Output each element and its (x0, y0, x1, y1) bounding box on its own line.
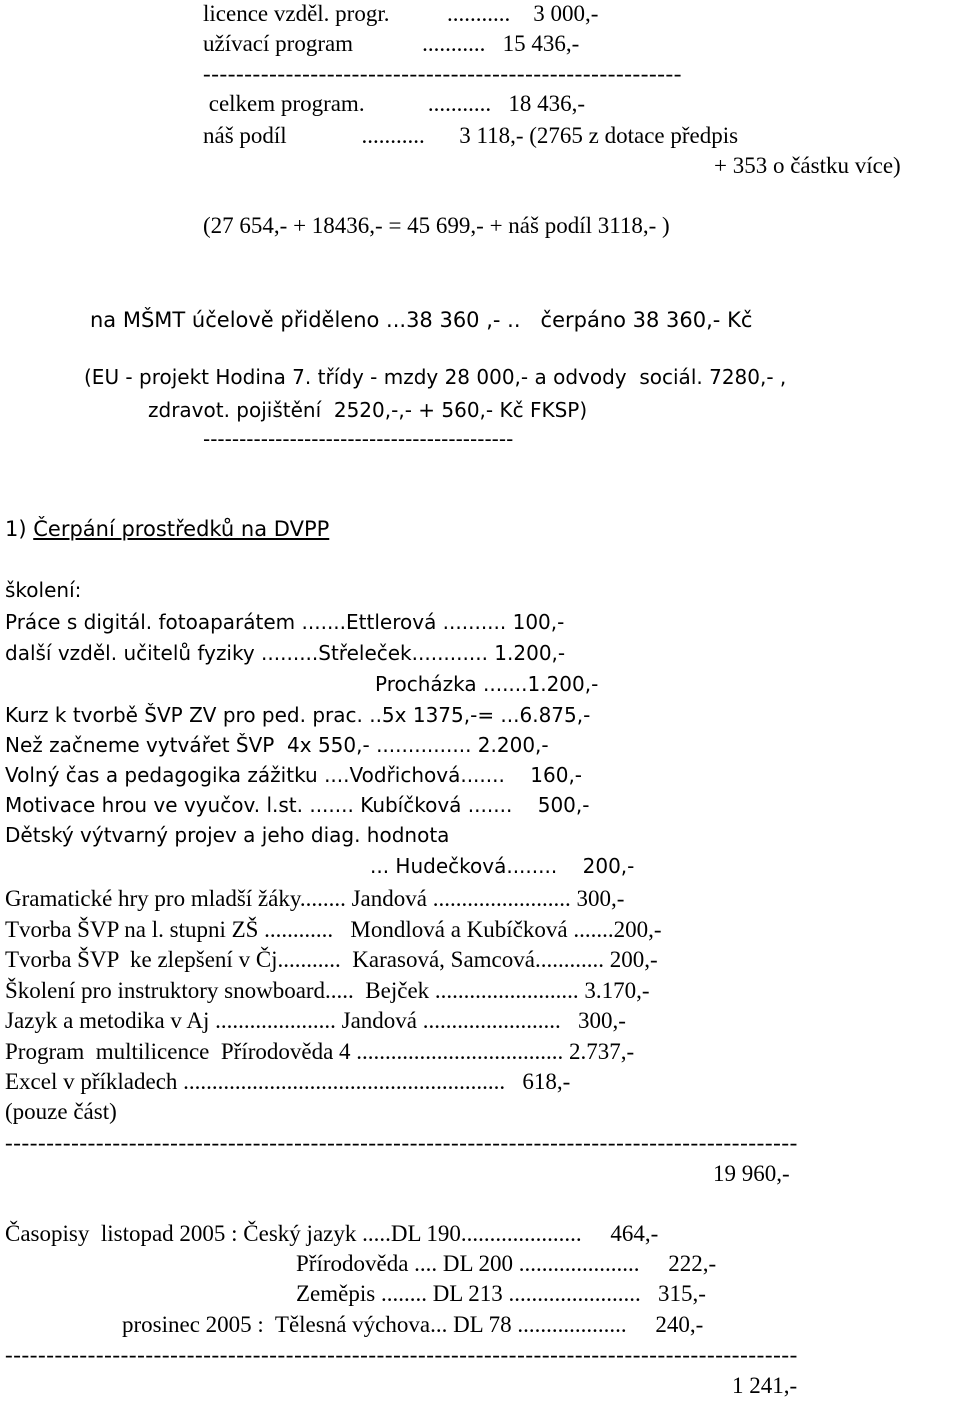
serif-item: Program multilicence Přírodověda 4 .................................... 2.737,- (5, 1039, 635, 1064)
casopisy-total-value: 1 241,- (732, 1373, 798, 1398)
dvpp-item: Procházka .......1.200,- (375, 672, 599, 696)
dvpp-item: Motivace hrou ve vyučov. l.st. ....... Kubíčková ....... 500,- (5, 793, 590, 817)
serif-item: Tvorba ŠVP na l. stupni ZŠ ............ Mondlová a Kubíčková .......200,- (5, 917, 662, 942)
serif-item: (pouze část) (5, 1099, 117, 1124)
dvpp-item: Dětský výtvarný projev a jeho diag. hodnota (5, 823, 450, 847)
serif-item: Excel v příkladech ........................................................ 618,- (5, 1069, 571, 1094)
dvpp-heading-title: Čerpání prostředků na DVPP (33, 517, 330, 541)
budget-nas-podil-line: náš podíl ........... 3 118,- (2765 z dotace předpis (203, 123, 739, 148)
eu-project-line-2: zdravot. pojištění 2520,-,- + 560,- Kč FKSP) (148, 398, 588, 422)
dvpp-item: Práce s digitál. fotoaparátem .......Ettlerová .......... 100,- (5, 610, 565, 634)
budget-uzivaci-line: užívací program ........... 15 436,- (203, 31, 580, 56)
dvpp-total-value: 19 960,- (713, 1161, 790, 1186)
dvpp-heading (5, 519, 329, 540)
casopisy-line: prosinec 2005 : Tělesná výchova... DL 78 ................... 240,- (122, 1312, 704, 1337)
dvpp-item: další vzděl. učitelů fyziky .........Střeleček............ 1.200,- (5, 641, 566, 665)
serif-item: Jazyk a metodika v Aj ..................... Jandová ........................ 300,- (5, 1008, 626, 1033)
total-divider: ------------------------------------------------------------------------------------------------ (5, 1130, 798, 1155)
dvpp-item: Než začneme vytvářet ŠVP 4x 550,- ............... 2.200,- (5, 733, 549, 757)
budget-nas-podil-continuation: + 353 o částku více) (714, 153, 901, 178)
casopisy-line: Zeměpis ........ DL 213 ....................... 315,- (296, 1281, 706, 1306)
dvpp-item: Volný čas a pedagogika zážitku ....Vodřichová....... 160,- (5, 763, 583, 787)
msmt-allocation-line: na MŠMT účelově přiděleno ...38 360 ,- .. čerpáno 38 360,- Kč (90, 308, 753, 332)
serif-item: Školení pro instruktory snowboard..... Bejček ......................... 3.170,- (5, 978, 650, 1003)
serif-item: Tvorba ŠVP ke zlepšení v Čj........... Karasová, Samcová............ 200,- (5, 947, 658, 972)
budget-licence-line: licence vzděl. progr. ........... 3 000,- (203, 1, 599, 26)
casopisy-line: Přírodověda .... DL 200 ..................... 222,- (296, 1251, 717, 1276)
budget-divider: ---------------------------------------------------------- (203, 61, 683, 86)
skoleni-label: školení: (5, 578, 82, 602)
dvpp-item: Kurz k tvorbě ŠVP ZV pro ped. prac. ..5x 1375,-= ...6.875,- (5, 703, 591, 727)
serif-item: Gramatické hry pro mladší žáky........ Jandová ........................ 300,- (5, 886, 625, 911)
budget-sum-line: (27 654,- + 18436,- = 45 699,- + náš podíl 3118,- ) (203, 213, 670, 238)
dvpp-heading-number: 1) (5, 517, 34, 541)
msmt-divider: ------------------------------------------- (203, 427, 514, 451)
casopisy-line: Časopisy listopad 2005 : Český jazyk .....DL 190..................... 464,- (5, 1221, 659, 1246)
eu-project-line-1: (EU - projekt Hodina 7. třídy - mzdy 28 000,- a odvody sociál. 7280,- , (84, 365, 787, 389)
dvpp-item: ... Hudečková........ 200,- (370, 854, 635, 878)
budget-celkem-line: celkem program. ........... 18 436,- (203, 91, 585, 116)
casopisy-divider: ------------------------------------------------------------------------------------------------ (5, 1342, 798, 1367)
